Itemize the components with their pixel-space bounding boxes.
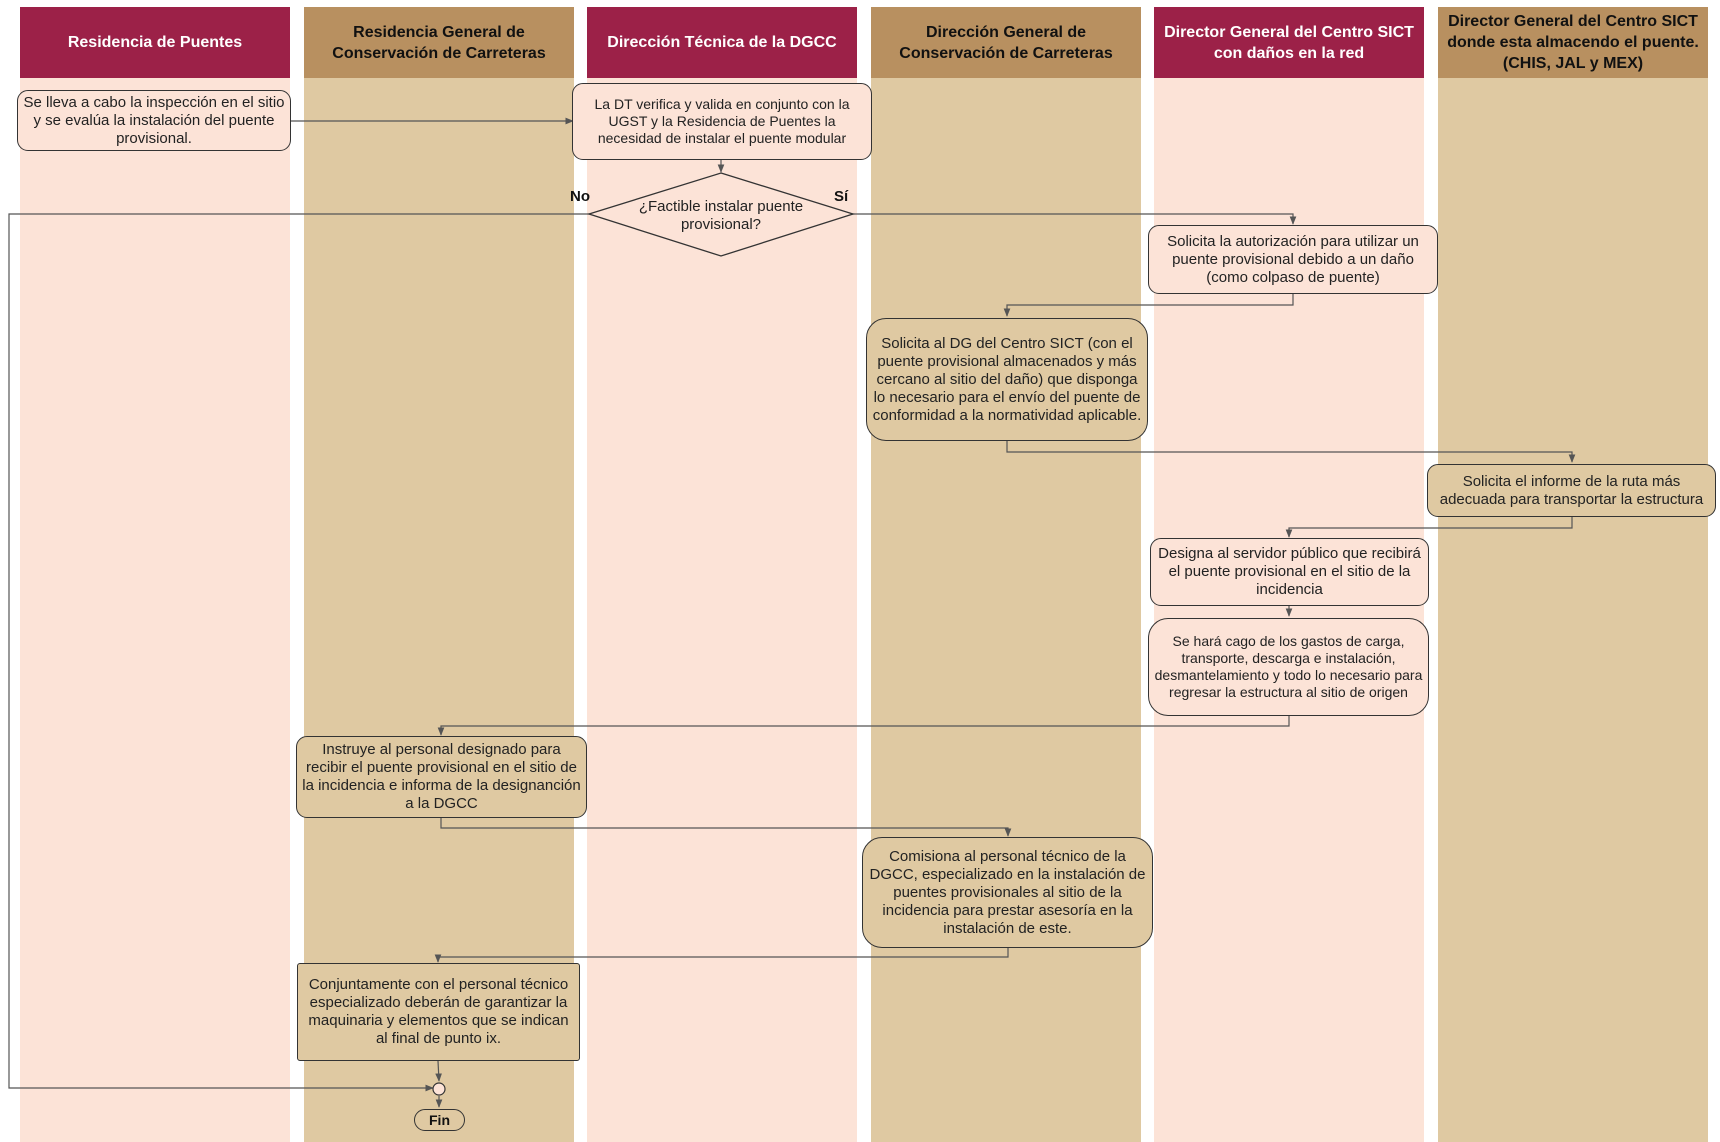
label-yes: Sí xyxy=(834,188,849,205)
node-inspeccion: Se lleva a cabo la inspección en el sitio y se evalúa la instalación del puente provisional. xyxy=(17,90,291,151)
node-gastos: Se hará cago de los gastos de carga, transporte, descarga e instalación, desmantelamiento y todo lo necesario para regresar la estructura al sitio de origen xyxy=(1148,618,1429,716)
edge-autorizacion-solicita xyxy=(1007,294,1293,316)
node-conjuntamente: Conjuntamente con el personal técnico especializado deberán de garantizar la maquinaria y elementos que se indican al final de punto ix. xyxy=(297,963,580,1061)
lane-header-director-centro-almacen: Director General del Centro SICT donde esta almacendo el puente. (CHIS, JAL y MEX) xyxy=(1438,7,1708,78)
terminal-fin: Fin xyxy=(414,1109,465,1131)
lane-header-direccion-general: Dirección General de Conservación de Carreteras xyxy=(871,7,1141,78)
lane-header-residencia-puentes: Residencia de Puentes xyxy=(20,7,290,78)
node-autorizacion: Solicita la autorización para utilizar un puente provisional debido a un daño (como colpaso de puente) xyxy=(1148,225,1438,294)
node-instruye: Instruye al personal designado para recibir el puente provisional en el sitio de la incidencia e informa de la designanción a la DGCC xyxy=(296,736,587,818)
lane-header-residencia-general: Residencia General de Conservación de Carreteras xyxy=(304,7,574,78)
edge-solicita-informe xyxy=(1007,441,1572,462)
edge-conjuntamente-merge xyxy=(438,1061,439,1081)
lane-header-direccion-tecnica: Dirección Técnica de la DGCC xyxy=(587,7,857,78)
edge-instruye-comisiona xyxy=(441,818,1008,836)
node-designa: Designa al servidor público que recibirá el puente provisional en el sitio de la incidencia xyxy=(1150,538,1429,606)
edge-decision-yes xyxy=(852,214,1293,224)
node-informe-ruta: Solicita el informe de la ruta más adecuada para transportar la estructura xyxy=(1427,464,1716,517)
edge-comisiona-conjuntamente xyxy=(438,948,1008,962)
node-solicita-dg: Solicita al DG del Centro SICT (con el puente provisional almacenados y más cercano al sitio del daño) que disponga lo necesario para el envío del puente de conformidad a la normatividad aplicable. xyxy=(866,318,1148,441)
decision-text: ¿Factible instalar puente provisional? xyxy=(638,198,804,233)
lane-header-director-centro-danos: Director General del Centro SICT con daños en la red xyxy=(1154,7,1424,78)
node-verifica: La DT verifica y valida en conjunto con la UGST y la Residencia de Puentes la necesidad de instalar el puente modular xyxy=(572,83,872,160)
node-comisiona: Comisiona al personal técnico de la DGCC, especializado en la instalación de puentes provisionales al sitio de la incidencia para prestar asesoría en la instalación de este. xyxy=(862,837,1153,948)
merge-connector xyxy=(433,1083,445,1095)
edge-informe-designa xyxy=(1289,517,1572,537)
label-no: No xyxy=(570,188,590,205)
edge-gastos-instruye xyxy=(441,716,1289,735)
